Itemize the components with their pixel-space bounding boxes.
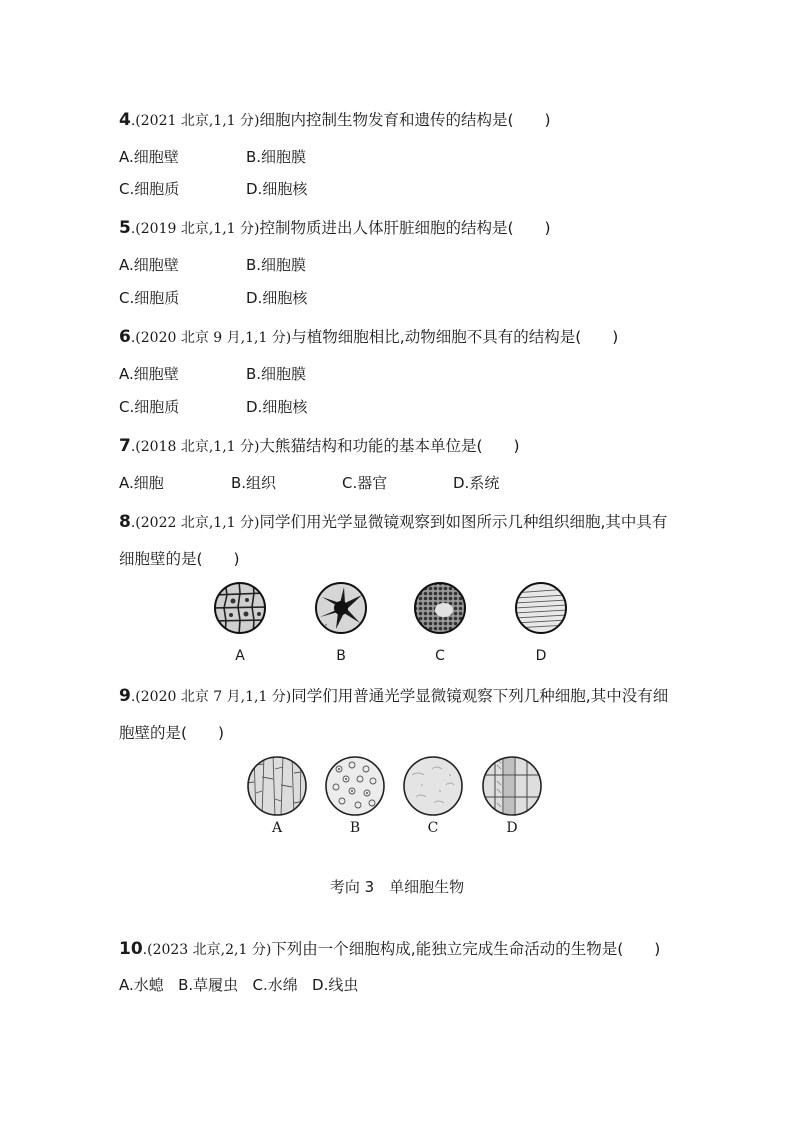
question-number: 10 bbox=[119, 939, 143, 959]
question-5-stem bbox=[119, 218, 551, 239]
option-a: A.水螅 bbox=[119, 976, 164, 994]
question-9-stem-continued: 胞壁的是( ) bbox=[119, 724, 225, 742]
question-number: 6 bbox=[119, 327, 131, 347]
option-b: B.组织 bbox=[231, 474, 277, 492]
option-a: A.细胞壁 bbox=[119, 365, 179, 383]
question-source: .(2018 北京,1,1 分) bbox=[130, 439, 260, 455]
cell-image-c bbox=[413, 581, 467, 635]
figure-label-c: C bbox=[435, 648, 445, 664]
question-text: 细胞内控制生物发育和遗传的结构是( ) bbox=[259, 111, 551, 129]
question-4-stem bbox=[119, 110, 551, 131]
cell-image-a bbox=[213, 581, 267, 635]
question-text: 同学们用普通光学显微镜观察下列几种细胞,其中没有细 bbox=[291, 687, 669, 705]
option-b: B.细胞膜 bbox=[246, 148, 307, 166]
question-6-stem bbox=[119, 327, 618, 348]
question-8-stem-continued: 细胞壁的是( ) bbox=[119, 550, 240, 568]
figure-label-b: B bbox=[336, 648, 346, 664]
question-text: 下列由一个细胞构成,能独立完成生命活动的生物是( ) bbox=[271, 940, 661, 958]
option-a: A.细胞壁 bbox=[119, 148, 179, 166]
question-text: 与植物细胞相比,动物细胞不具有的结构是( ) bbox=[291, 328, 619, 346]
option-d: D.线虫 bbox=[312, 976, 359, 994]
question-7-stem bbox=[119, 436, 520, 457]
question-source: .(2020 北京 7 月,1,1 分) bbox=[130, 689, 292, 705]
question-text: 大熊猫结构和功能的基本单位是( ) bbox=[259, 437, 520, 455]
option-c: C.水绵 bbox=[252, 976, 298, 994]
option-d: D.系统 bbox=[453, 474, 500, 492]
question-source: .(2022 北京,1,1 分) bbox=[130, 515, 260, 531]
figure-label-d: D bbox=[506, 820, 518, 836]
cell-image-d bbox=[514, 581, 568, 635]
option-b: B.细胞膜 bbox=[246, 365, 307, 383]
figure-label-a: A bbox=[271, 820, 283, 836]
question-number: 5 bbox=[119, 218, 131, 238]
option-c: C.器官 bbox=[342, 474, 388, 492]
option-a: A.细胞 bbox=[119, 474, 164, 492]
option-d: D.细胞核 bbox=[246, 180, 308, 198]
question-number: 7 bbox=[119, 436, 131, 456]
question-10-stem bbox=[119, 939, 660, 960]
option-b: B.草履虫 bbox=[178, 976, 239, 994]
option-d: D.细胞核 bbox=[246, 398, 308, 416]
option-c: C.细胞质 bbox=[119, 289, 180, 307]
options-row bbox=[119, 975, 358, 995]
figure-label-b: B bbox=[349, 820, 361, 836]
option-a: A.细胞壁 bbox=[119, 256, 179, 274]
question-source: .(2019 北京,1,1 分) bbox=[130, 221, 260, 237]
question-9-stem bbox=[119, 686, 668, 707]
cell-image-c bbox=[402, 755, 464, 817]
figure-label-a: A bbox=[235, 648, 245, 664]
cell-image-b bbox=[324, 755, 386, 817]
question-text: 同学们用光学显微镜观察到如图所示几种组织细胞,其中具有 bbox=[259, 513, 668, 531]
option-c: C.细胞质 bbox=[119, 398, 180, 416]
cell-image-a bbox=[246, 755, 308, 817]
question-source: .(2021 北京,1,1 分) bbox=[130, 113, 260, 129]
question-number: 9 bbox=[119, 686, 131, 706]
option-c: C.细胞质 bbox=[119, 180, 180, 198]
question-number: 8 bbox=[119, 512, 131, 532]
question-8-stem bbox=[119, 512, 667, 533]
question-source: .(2020 北京 9 月,1,1 分) bbox=[130, 330, 292, 346]
cell-image-b bbox=[314, 581, 368, 635]
question-number: 4 bbox=[119, 110, 131, 130]
figure-label-d: D bbox=[535, 648, 547, 664]
section-heading: 考向 3 单细胞生物 bbox=[329, 878, 465, 896]
cell-image-d bbox=[481, 755, 543, 817]
option-d: D.细胞核 bbox=[246, 289, 308, 307]
option-b: B.细胞膜 bbox=[246, 256, 307, 274]
question-source: .(2023 北京,2,1 分) bbox=[142, 942, 272, 958]
figure-label-c: C bbox=[427, 820, 439, 836]
question-text: 控制物质进出人体肝脏细胞的结构是( ) bbox=[259, 219, 551, 237]
